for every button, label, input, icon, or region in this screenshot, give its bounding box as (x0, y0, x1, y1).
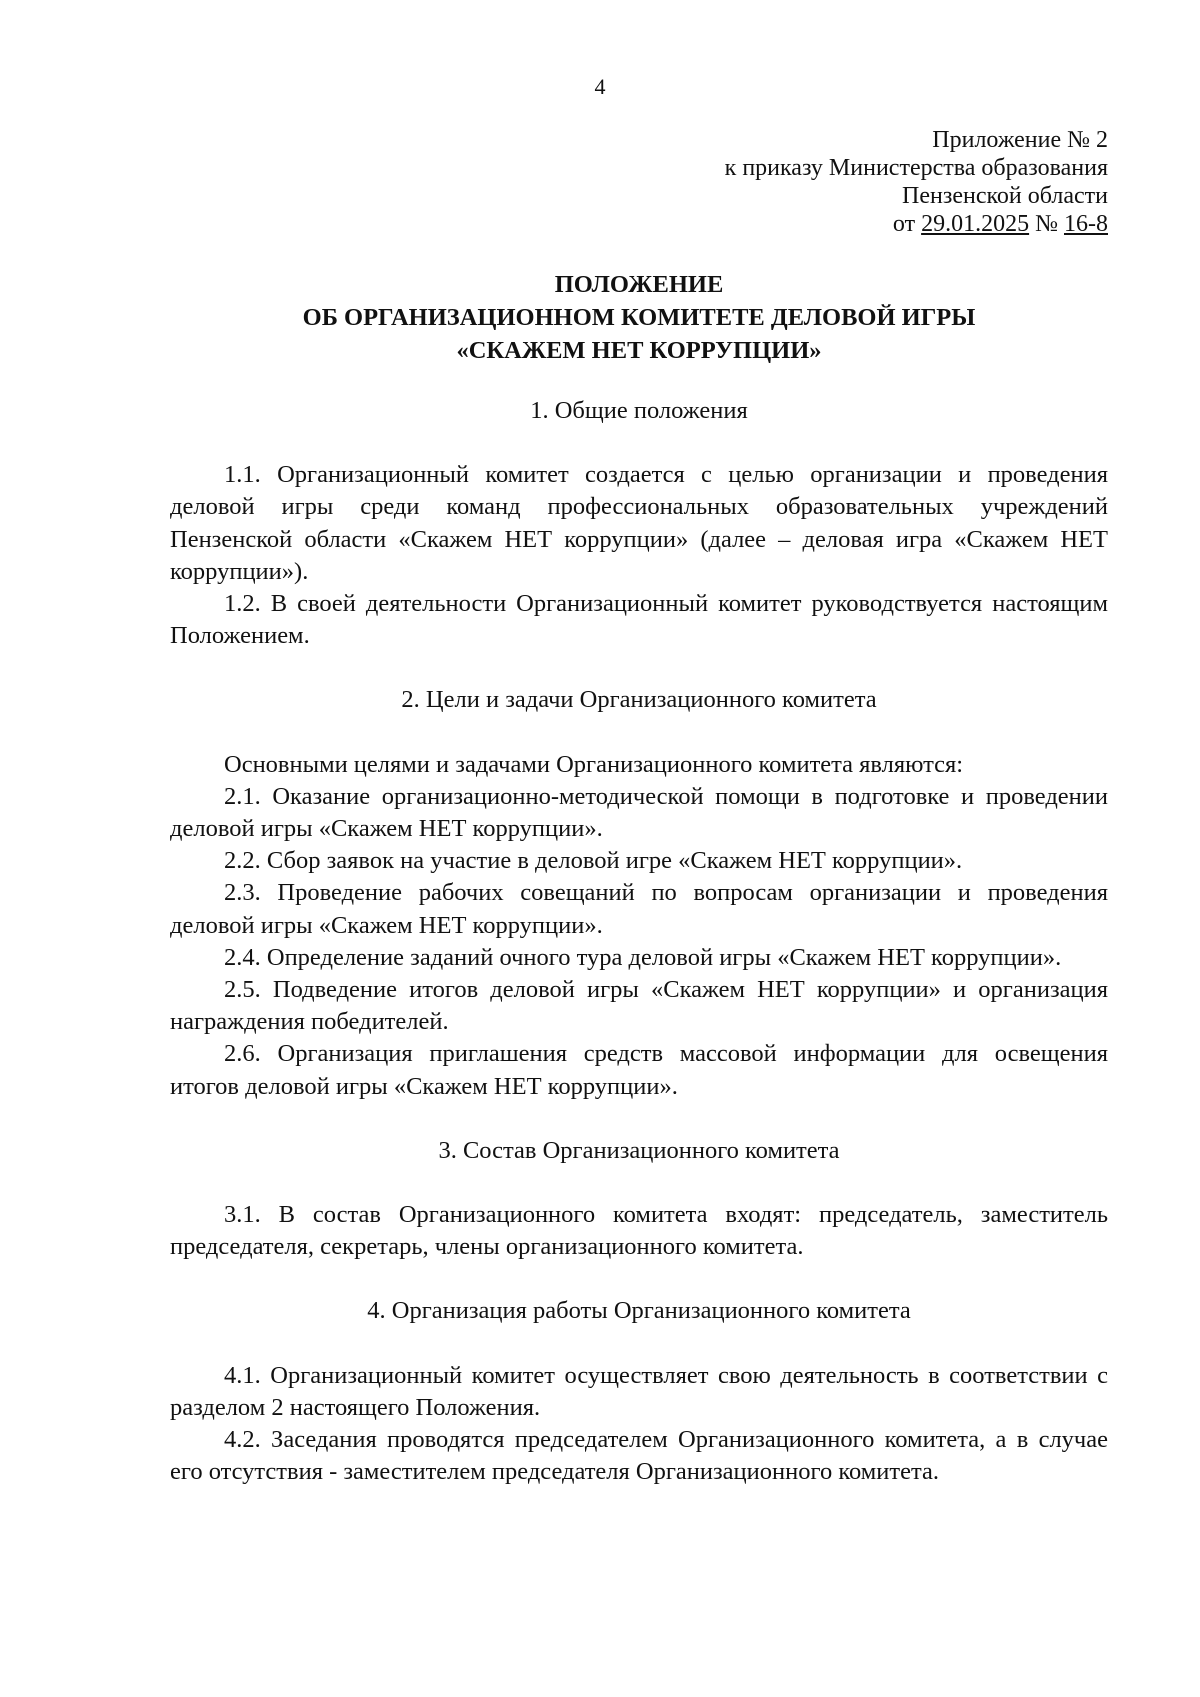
document-body (170, 268, 1108, 1488)
section-heading-3: 3. Состав Организационного комитета (438, 1136, 840, 1164)
paragraph-2-4: 2.4. Определение заданий очного тура деловой игры «Скажем НЕТ коррупции». (224, 943, 1062, 971)
section-heading-2: 2. Цели и задачи Организационного комитета (401, 686, 877, 714)
appendix-line-2: к приказу Министерства образования (724, 155, 1108, 181)
appendix-number: 16-8 (1064, 211, 1108, 237)
page-number: 4 (594, 74, 606, 99)
paragraph-1-2: 1.2. В своей деятельности Организационный комитет руководствуется настоящим Положением. (170, 590, 1108, 650)
appendix-date: 29.01.2025 (921, 211, 1030, 237)
title-line-3: «СКАЖЕМ НЕТ КОРРУПЦИИ» (456, 337, 822, 364)
paragraph-3-1: 3.1. В состав Организационного комитета входят: председатель, заместитель председателя, секретарь, члены организационного комитета. (170, 1201, 1108, 1261)
paragraph-4-1: 4.1. Организационный комитет осуществляет свою деятельность в соответствии с разделом 2 настоящего Положения. (170, 1361, 1108, 1421)
appendix-date-prefix: от (892, 211, 922, 237)
appendix-line-3: Пензенской области (902, 183, 1108, 209)
title-line-2: ОБ ОРГАНИЗАЦИОННОМ КОМИТЕТЕ ДЕЛОВОЙ ИГРЫ (302, 304, 976, 331)
appendix-date-line (725, 210, 1108, 238)
section-2-lead-in: Основными целями и задачами Организационного комитета являются: (224, 750, 964, 778)
paragraph-2-1: 2.1. Оказание организационно-методической помощи в подготовке и проведении деловой игры «Скажем НЕТ коррупции». (170, 782, 1108, 843)
document-title (170, 268, 1108, 367)
title-line-1: ПОЛОЖЕНИЕ (554, 271, 724, 298)
paragraph-2-5: 2.5. Подведение итогов деловой игры «Скажем НЕТ коррупции» и организация награждения победителей. (170, 976, 1108, 1036)
appendix-number-prefix: № (1029, 211, 1064, 237)
appendix-header (725, 126, 1108, 238)
paragraph-2-6: 2.6. Организация приглашения средств массовой информации для освещения итогов деловой игры «Скажем НЕТ коррупции». (170, 1040, 1108, 1100)
section-heading-1: 1. Общие положения (530, 397, 748, 424)
paragraph-2-3: 2.3. Проведение рабочих совещаний по вопросам организации и проведения деловой игры «Скажем НЕТ коррупции». (170, 879, 1108, 939)
paragraph-4-2: 4.2. Заседания проводятся председателем Организационного комитета, а в случае его отсутствия - заместителем председателя Организационного комитета. (170, 1426, 1108, 1486)
appendix-line-1: Приложение № 2 (932, 127, 1108, 153)
paragraph-2-2: 2.2. Сбор заявок на участие в деловой игре «Скажем НЕТ коррупции». (224, 847, 963, 875)
paragraph-1-1: 1.1. Организационный комитет создается с целью организации и проведения деловой игры среди команд профессиональных образовательных учреждений Пензенской области «Скажем НЕТ коррупции» (далее – деловая игра «Скажем НЕТ коррупции»). (170, 461, 1108, 585)
section-heading-4: 4. Организация работы Организационного комитета (367, 1297, 911, 1325)
